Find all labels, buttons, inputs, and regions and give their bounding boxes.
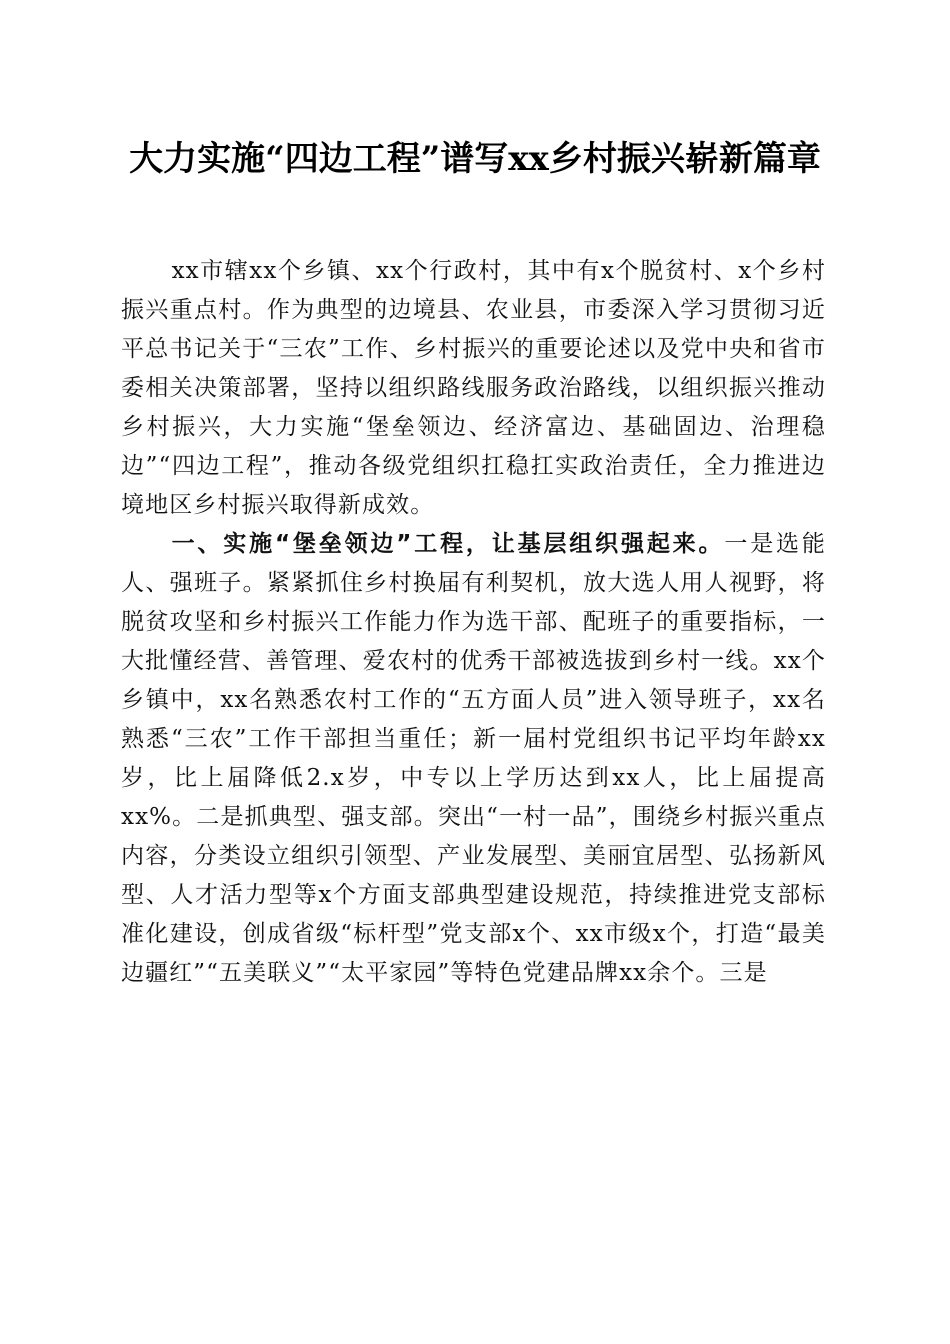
section-one-paragraph [121,525,826,993]
document-body [121,252,826,993]
section-one-text: 一是选能人、强班子。紧紧抓住乡村换届有利契机，放大选人用人视野，将脱贫攻坚和乡村振兴工作能力作为选干部、配班子的重要指标，一大批懂经营、善管理、爱农村的优秀干部被选拔到乡村一线。xx个乡镇中，xx名熟悉农村工作的“五方面人员”进入领导班子，xx名熟悉“三农”工作干部担当重任；新一届村党组织书记平均年龄xx岁，比上届降低2.x岁，中专以上学历达到xx人，比上届提高xx%。二是抓典型、强支部。突出“一村一品”，围绕乡村振兴重点内容，分类设立组织引领型、产业发展型、美丽宜居型、弘扬新风型、人才活力型等x个方面支部典型建设规范，持续推进党支部标准化建设，创成省级“标杆型”党支部x个、xx市级x个，打造“最美边疆红”“五美联义”“太平家园”等特色党建品牌xx余个。三是 [121,531,827,986]
intro-paragraph-text: xx市辖xx个乡镇、xx个行政村，其中有x个脱贫村、x个乡村振兴重点村。作为典型的边境县、农业县，市委深入学习贯彻习近平总书记关于“三农”工作、乡村振兴的重要论述以及党中央和省市委相关决策部署，坚持以组织路线服务政治路线，以组织振兴推动乡村振兴，大力实施“堡垒领边、经济富边、基础固边、治理稳边”“四边工程”，推动各级党组织扛稳扛实政治责任，全力推进边境地区乡村振兴取得新成效。 [121,258,826,518]
intro-paragraph [121,252,826,525]
document-title: 大力实施“四边工程”谱写xx乡村振兴崭新篇章 [129,139,821,179]
section-one-heading: 一、实施“堡垒领边”工程，让基层组织强起来。 [171,531,725,557]
